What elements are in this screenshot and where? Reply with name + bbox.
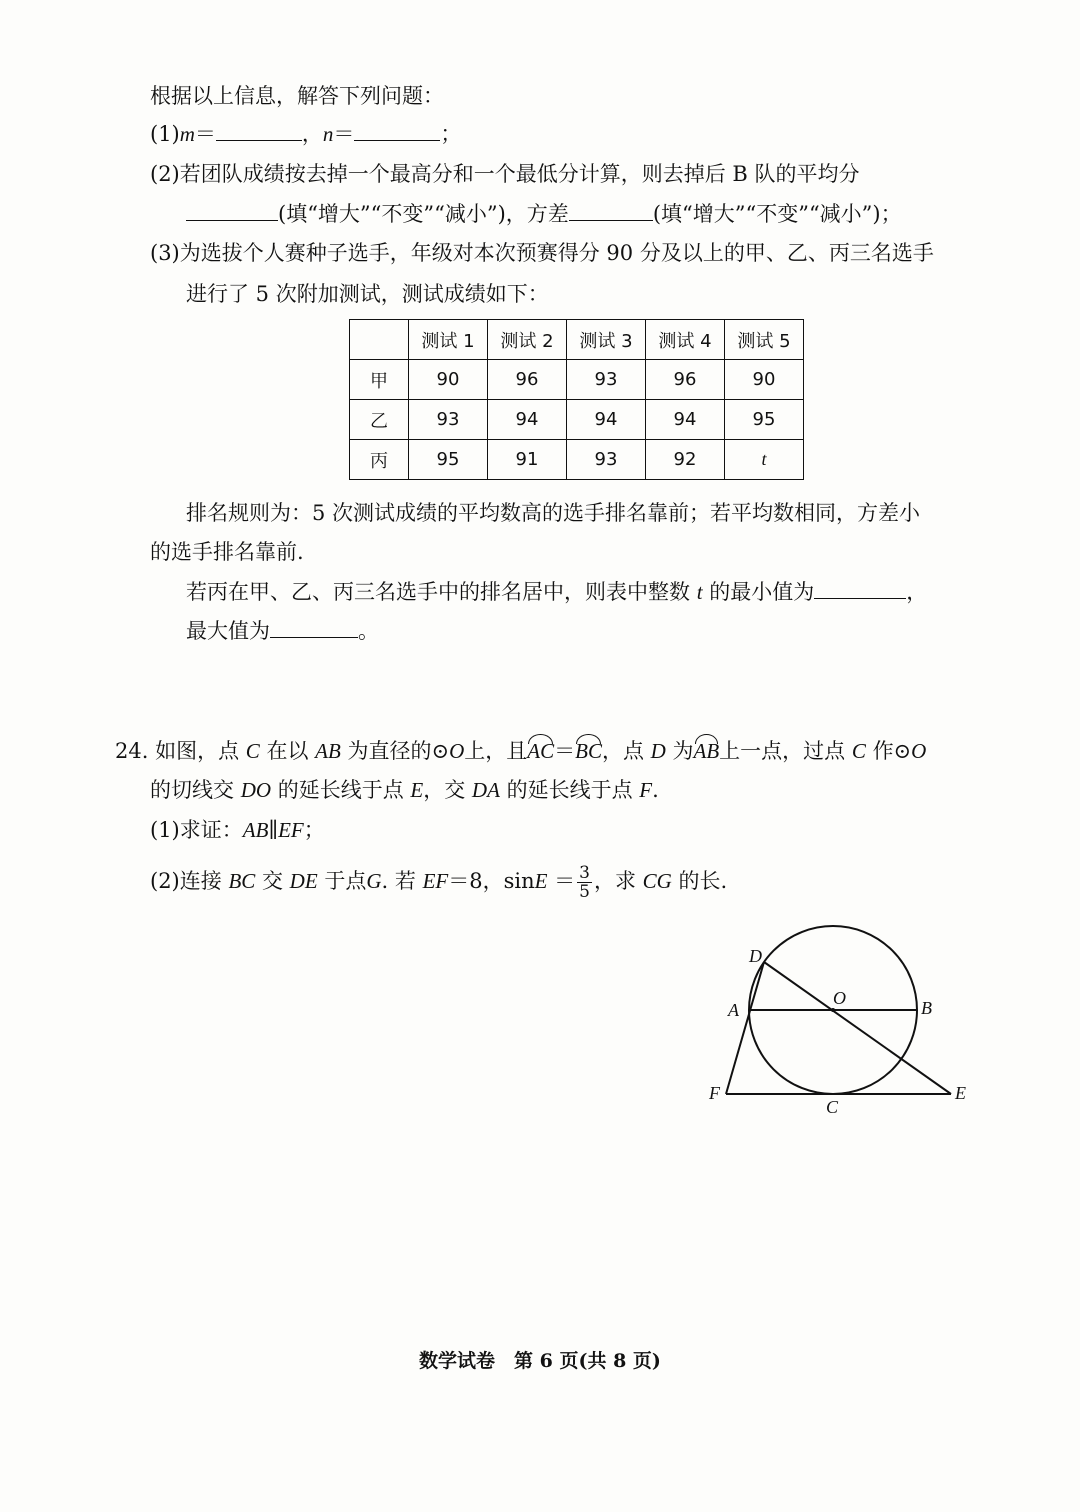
player-name-cell: 乙 bbox=[350, 400, 409, 440]
t-max-blank[interactable] bbox=[270, 615, 358, 638]
page-footer: 数学试卷 第 6 页(共 8 页) bbox=[419, 1350, 661, 1372]
m-answer-blank[interactable] bbox=[216, 118, 302, 141]
score-cell: 96 bbox=[646, 360, 725, 400]
line-de bbox=[764, 962, 951, 1094]
table-header-cell: 测试 4 bbox=[646, 320, 725, 360]
score-cell: t bbox=[725, 440, 804, 480]
table-header-cell: 测试 5 bbox=[725, 320, 804, 360]
score-cell: 91 bbox=[488, 440, 567, 480]
score-cell: 93 bbox=[567, 360, 646, 400]
q23-ask-line1: 若丙在甲、乙、丙三名选手中的排名居中，则表中整数 t 的最小值为 ， bbox=[186, 576, 927, 608]
table-header-cell bbox=[350, 320, 409, 360]
table-row bbox=[350, 360, 804, 400]
table-header-cell: 测试 1 bbox=[409, 320, 488, 360]
center-point bbox=[831, 1008, 835, 1012]
score-cell: 93 bbox=[567, 440, 646, 480]
test-score-table bbox=[349, 319, 804, 480]
table-row bbox=[350, 440, 804, 480]
variance-change-blank[interactable] bbox=[569, 198, 653, 221]
player-name-cell: 丙 bbox=[350, 440, 409, 480]
geometry-figure bbox=[690, 915, 990, 1125]
score-cell: 94 bbox=[646, 400, 725, 440]
arc-ac: AC bbox=[527, 735, 554, 767]
score-cell: 95 bbox=[725, 400, 804, 440]
score-cell: 94 bbox=[567, 400, 646, 440]
q24-part1: (1)求证：AB∥EF； bbox=[150, 818, 325, 842]
q24-line2: 的切线交 DO 的延长线于点 E，交 DA 的延长线于点 F. bbox=[150, 778, 659, 802]
score-cell: 94 bbox=[488, 400, 567, 440]
label-o: O bbox=[833, 988, 846, 1008]
fraction-three-fifths: $\frac{3}{5}$ bbox=[579, 863, 590, 902]
label-c: C bbox=[826, 1097, 839, 1117]
t-min-blank[interactable] bbox=[814, 576, 906, 599]
table-header-cell: 测试 3 bbox=[567, 320, 646, 360]
q23-part3-line2: 进行了 5 次附加测试，测试成绩如下： bbox=[186, 282, 549, 306]
table-header-cell: 测试 2 bbox=[488, 320, 567, 360]
q23-part2-line1: (2)若团队成绩按去掉一个最高分和一个最低分计算，则去掉后 B 队的平均分 bbox=[150, 162, 860, 186]
line-df bbox=[726, 962, 764, 1094]
table-row bbox=[350, 400, 804, 440]
arc-bc: BC bbox=[575, 735, 602, 767]
q23-part3-line1: (3)为选拔个人赛种子选手，年级对本次预赛得分 90 分及以上的甲、乙、丙三名选手 bbox=[150, 241, 934, 265]
label-a: A bbox=[728, 1000, 739, 1020]
average-change-blank[interactable] bbox=[186, 198, 278, 221]
label-e: E bbox=[955, 1083, 966, 1103]
q23-intro: 根据以上信息，解答下列问题： bbox=[150, 84, 444, 108]
score-cell: 93 bbox=[409, 400, 488, 440]
label-d: D bbox=[749, 946, 762, 966]
score-cell: 90 bbox=[725, 360, 804, 400]
score-cell: 95 bbox=[409, 440, 488, 480]
q24-part2: (2)连接 BC 交 DE 于点G. 若 EF＝8，sinE ＝ $\frac{3}{5}$ ，求 CG 的长. bbox=[150, 863, 728, 902]
ranking-rule-line2: 的选手排名靠前. bbox=[150, 540, 304, 564]
q23-part2-line2: (填“增大”“不变”“减小”)，方差 (填“增大”“不变”“减小”)； bbox=[186, 198, 902, 230]
score-cell: 92 bbox=[646, 440, 725, 480]
score-cell: 96 bbox=[488, 360, 567, 400]
table-header-row bbox=[350, 320, 804, 360]
q23-part1: (1)m＝ ，n＝ ； bbox=[150, 118, 461, 150]
ranking-rule-line1: 排名规则为：5 次测试成绩的平均数高的选手排名靠前；若平均数相同，方差小 bbox=[186, 501, 921, 525]
label-f: F bbox=[709, 1083, 720, 1103]
q23-ask-line2: 最大值为 。 bbox=[186, 615, 379, 647]
n-answer-blank[interactable] bbox=[354, 118, 440, 141]
score-cell: 90 bbox=[409, 360, 488, 400]
player-name-cell: 甲 bbox=[350, 360, 409, 400]
label-b: B bbox=[921, 998, 932, 1018]
arc-ab: AB bbox=[694, 735, 720, 767]
q24-line1: 24. 如图，点 C 在以 AB 为直径的⊙O上，且AC＝BC，点 D 为AB上一点，过点 C 作⊙O bbox=[115, 735, 926, 767]
